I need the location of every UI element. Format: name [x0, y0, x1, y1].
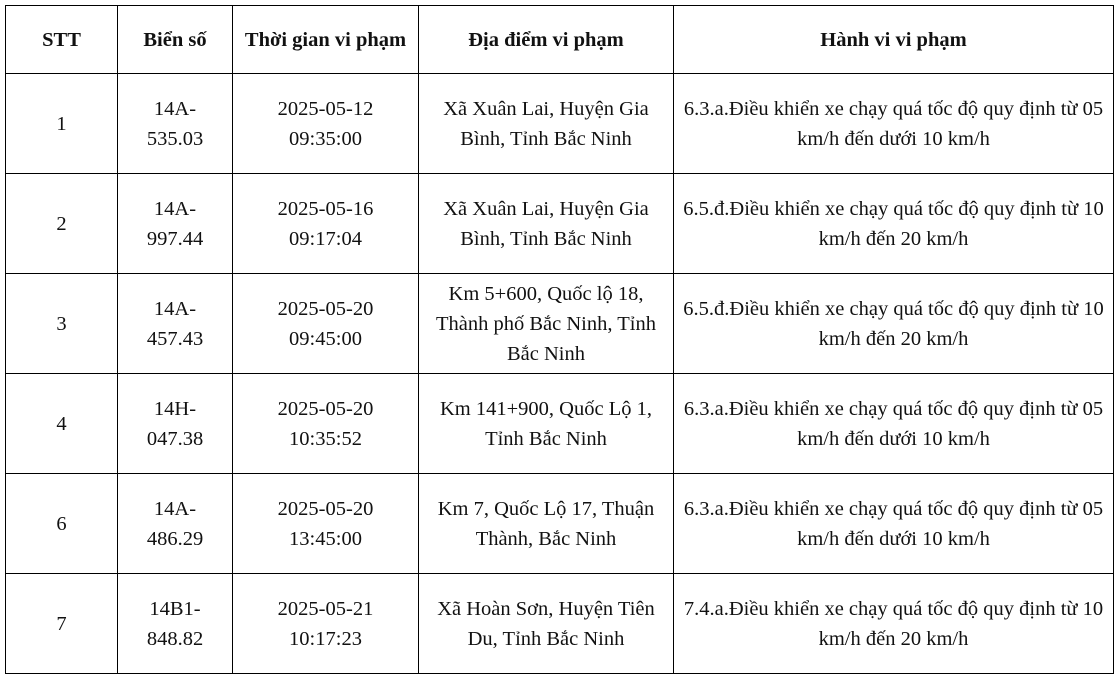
cell-bien-so: [118, 274, 233, 374]
cell-dia-diem: Km 141+900, Quốc Lộ 1, Tỉnh Bắc Ninh: [419, 374, 674, 474]
cell-stt: 3: [6, 274, 118, 374]
cell-bien-so: [118, 174, 233, 274]
violation-time: 09:17:04: [289, 227, 362, 250]
table-row: [6, 574, 1114, 674]
header-hanh-vi: Hành vi vi phạm: [674, 6, 1114, 74]
cell-thoi-gian: [233, 174, 419, 274]
violation-date: 2025-05-21: [277, 597, 374, 620]
bien-so-number: 535.03: [146, 127, 204, 150]
cell-bien-so: [118, 374, 233, 474]
cell-dia-diem: Xã Xuân Lai, Huyện Gia Bình, Tỉnh Bắc Ninh: [419, 174, 674, 274]
violation-time: 10:17:23: [289, 627, 362, 650]
violation-time: 09:35:00: [289, 127, 362, 150]
table-body: [6, 74, 1114, 674]
cell-bien-so: [118, 574, 233, 674]
cell-thoi-gian: [233, 574, 419, 674]
cell-hanh-vi: 6.5.đ.Điều khiển xe chạy quá tốc độ quy định từ 10 km/h đến 20 km/h: [674, 274, 1114, 374]
violation-date: 2025-05-20: [277, 397, 374, 420]
table-row: [6, 274, 1114, 374]
cell-stt: 1: [6, 74, 118, 174]
table-row: [6, 474, 1114, 574]
bien-so-prefix: 14A-: [153, 97, 197, 120]
cell-hanh-vi: 7.4.a.Điều khiển xe chạy quá tốc độ quy định từ 10 km/h đến 20 km/h: [674, 574, 1114, 674]
bien-so-prefix: 14A-: [153, 497, 197, 520]
bien-so-number: 848.82: [146, 627, 204, 650]
cell-stt: 7: [6, 574, 118, 674]
cell-stt: 4: [6, 374, 118, 474]
header-dia-diem: Địa điểm vi phạm: [419, 6, 674, 74]
header-thoi-gian: Thời gian vi phạm: [233, 6, 419, 74]
cell-bien-so: [118, 474, 233, 574]
header-row: [6, 6, 1114, 74]
violation-date: 2025-05-16: [277, 197, 374, 220]
violations-table: [5, 5, 1114, 674]
bien-so-prefix: 14B1-: [149, 597, 201, 620]
cell-hanh-vi: 6.3.a.Điều khiển xe chạy quá tốc độ quy định từ 05 km/h đến dưới 10 km/h: [674, 374, 1114, 474]
cell-stt: 2: [6, 174, 118, 274]
cell-dia-diem: Km 7, Quốc Lộ 17, Thuận Thành, Bắc Ninh: [419, 474, 674, 574]
violation-date: 2025-05-20: [277, 497, 374, 520]
cell-dia-diem: Xã Hoàn Sơn, Huyện Tiên Du, Tỉnh Bắc Ninh: [419, 574, 674, 674]
cell-hanh-vi: 6.3.a.Điều khiển xe chạy quá tốc độ quy định từ 05 km/h đến dưới 10 km/h: [674, 474, 1114, 574]
table-header: [6, 6, 1114, 74]
cell-thoi-gian: [233, 374, 419, 474]
violation-time: 09:45:00: [289, 327, 362, 350]
cell-bien-so: [118, 74, 233, 174]
violation-time: 13:45:00: [289, 527, 362, 550]
bien-so-number: 486.29: [146, 527, 204, 550]
cell-thoi-gian: [233, 74, 419, 174]
bien-so-number: 457.43: [146, 327, 204, 350]
bien-so-number: 997.44: [146, 227, 204, 250]
cell-thoi-gian: [233, 474, 419, 574]
cell-thoi-gian: [233, 274, 419, 374]
violation-date: 2025-05-12: [277, 97, 374, 120]
cell-hanh-vi: 6.3.a.Điều khiển xe chạy quá tốc độ quy định từ 05 km/h đến dưới 10 km/h: [674, 74, 1114, 174]
table-row: [6, 174, 1114, 274]
violation-time: 10:35:52: [289, 427, 362, 450]
cell-dia-diem: Xã Xuân Lai, Huyện Gia Bình, Tỉnh Bắc Ninh: [419, 74, 674, 174]
bien-so-prefix: 14H-: [153, 397, 197, 420]
table-row: [6, 74, 1114, 174]
cell-stt: 6: [6, 474, 118, 574]
bien-so-prefix: 14A-: [153, 197, 197, 220]
cell-dia-diem: Km 5+600, Quốc lộ 18, Thành phố Bắc Ninh, Tỉnh Bắc Ninh: [419, 274, 674, 374]
bien-so-prefix: 14A-: [153, 297, 197, 320]
table-row: [6, 374, 1114, 474]
header-bien-so: Biển số: [118, 6, 233, 74]
cell-hanh-vi: 6.5.đ.Điều khiển xe chạy quá tốc độ quy định từ 10 km/h đến 20 km/h: [674, 174, 1114, 274]
violation-date: 2025-05-20: [277, 297, 374, 320]
header-stt: STT: [6, 6, 118, 74]
bien-so-number: 047.38: [146, 427, 204, 450]
